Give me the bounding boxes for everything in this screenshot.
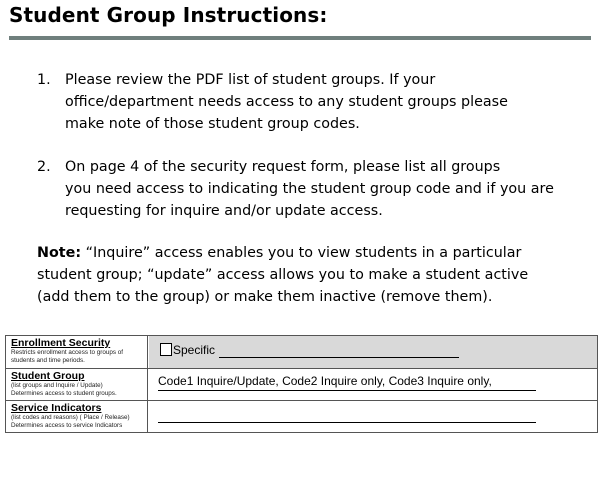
step-item: [37, 156, 577, 222]
form-row-service-indicators: [6, 401, 597, 432]
form-row-value-cell: [149, 401, 597, 432]
step-number: 2.: [37, 159, 51, 175]
note-line: [37, 242, 582, 264]
form-row-value-cell: [149, 369, 597, 400]
note-line: (add them to the group) or make them inactive (remove them).: [37, 289, 493, 305]
specific-input-line[interactable]: [219, 357, 459, 358]
step-line: office/department needs access to any student groups please: [65, 94, 508, 110]
form-row-description: (list codes and reasons) ( Place / Release): [11, 414, 130, 421]
step-item: [37, 69, 577, 135]
step-line: you need access to indicating the student group code and if you are: [65, 181, 554, 197]
service-indicators-input-line[interactable]: [158, 422, 536, 423]
specific-label: Specific: [173, 343, 216, 357]
student-group-codes-field[interactable]: Code1 Inquire/Update, Code2 Inquire only, Code3 Inquire only,: [158, 374, 492, 388]
student-group-input-line: [158, 390, 536, 391]
page-title: Student Group Instructions:: [9, 3, 328, 27]
form-row-description: Restricts enrollment access to groups of: [11, 349, 123, 356]
form-excerpt: [5, 335, 598, 433]
form-row-heading: Student Group: [11, 370, 85, 382]
form-row-enrollment-security: [6, 336, 597, 369]
form-row-description: students and time periods.: [11, 356, 85, 364]
form-row-description: Determines access to student groups.: [11, 389, 117, 397]
form-row-description: (list groups and Inquire / Update): [11, 382, 103, 389]
step-line: requesting for inquire and/or update access.: [65, 203, 383, 219]
form-row-description: Determines access to service Indicators: [11, 421, 123, 429]
title-divider: [9, 36, 591, 40]
form-row-student-group: [6, 369, 597, 401]
form-row-value-cell: [149, 336, 597, 368]
step-line: Please review the PDF list of student groups. If your: [65, 72, 436, 88]
step-text: [65, 156, 554, 222]
form-row-heading: Service Indicators: [11, 402, 102, 414]
instruction-steps: [37, 69, 577, 243]
step-number: 1.: [37, 72, 51, 88]
note-label: Note:: [37, 245, 82, 261]
form-row-label-cell: [6, 369, 148, 400]
step-line: make note of those student group codes.: [65, 116, 360, 132]
note-paragraph: [37, 242, 582, 308]
form-row-label-cell: [6, 401, 148, 432]
form-row-label-cell: [6, 336, 148, 368]
specific-checkbox[interactable]: [160, 343, 172, 356]
step-text: [65, 69, 508, 135]
note-text: “Inquire” access enables you to view students in a particular: [85, 245, 522, 261]
note-line: student group; “update” access allows you to make a student active: [37, 267, 529, 283]
step-line: On page 4 of the security request form, please list all groups: [65, 159, 501, 175]
form-row-heading: Enrollment Security: [11, 337, 111, 349]
